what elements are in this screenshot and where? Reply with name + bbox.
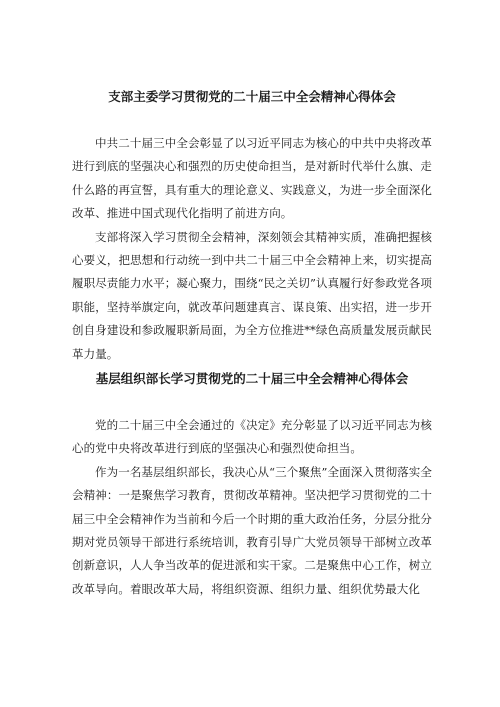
article-section-2 (72, 370, 432, 601)
article-paragraph: 党的二十届三中全会通过的《决定》充分彰显了以习近平同志为核心的党中央将改革进行到底的坚强决心和强烈使命担当。 (72, 418, 432, 456)
article-paragraph: 支部将深入学习贯彻全会精神，深刻领会其精神实质，准确把握核心要义，把思想和行动统一到中共二十届三中全会精神上来，切实提高履职尽责能力水平；凝心聚力，围绕“民之关切”认真履行好参政党各项职能，坚持举旗定向，就改革问题建真言、谋良策、出实招，进一步开创自身建设和参政履职新局面，为全方位推进**绿色高质量发展贡献民革力量。 (72, 229, 432, 361)
article-paragraph: 作为一名基层组织部长，我决心从“三个聚焦”全面深入贯彻落实全会精神：一是聚焦学习教育，贯彻改革精神。坚决把学习贯彻党的二十届三中全会精神作为当前和今后一个时期的重大政治任务，分层分批分期对党员领导干部进行系统培训，教育引导广大党员领导干部树立改革创新意识，人人争当改革的促进派和实干家。二是聚焦中心工作，树立改革导向。着眼改革大局，将组织资源、组织力量、组织优势最大化 (72, 464, 432, 596)
article-title: 支部主委学习贯彻党的二十届三中全会精神心得体会 (108, 89, 396, 104)
article-section-1 (72, 88, 432, 366)
article-paragraph: 中共二十届三中全会彰显了以习近平同志为核心的中共中央将改革进行到底的坚强决心和强烈的历史使命担当，是对新时代举什么旗、走什么路的再宣誓，具有重大的理论意义、实践意义，为进一步全面深化改革、推进中国式现代化指明了前进方向。 (72, 136, 432, 221)
article-title: 基层组织部长学习贯彻党的二十届三中全会精神心得体会 (95, 371, 409, 386)
